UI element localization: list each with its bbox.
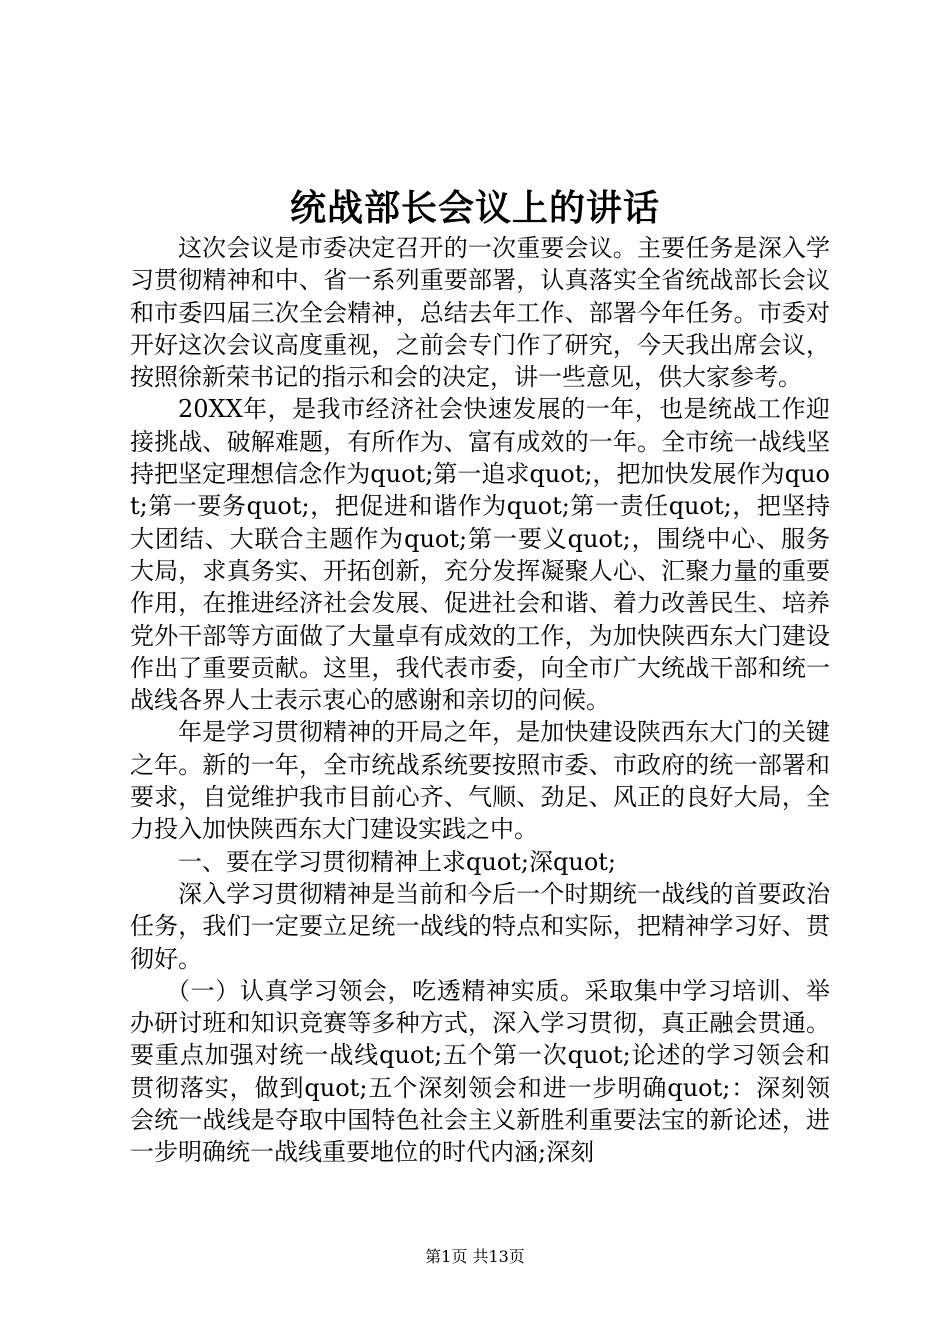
paragraph: 年是学习贯彻精神的开局之年，是加快建设陕西东大门的关键之年。新的一年，全市统战系统要按照市委、市政府的统一部署和要求，自觉维护我市目前心齐、气顺、劲足、风正的良好大局，全力投入加快陕西东大门建设实践之中。 [130, 718, 830, 844]
document-body [130, 232, 830, 1169]
paragraph: 20XX年，是我市经济社会快速发展的一年，也是统战工作迎接挑战、破解难题，有所作为、富有成效的一年。全市统一战线坚持把坚定理想信念作为quot;第一追求quot;，把加快发展作为quot;第一要务quot;，把促进和谐作为quot;第一责任quot;，把坚持大团结、大联合主题作为quot;第一要义quot;，围绕中心、服务大局，求真务实、开拓创新，充分发挥凝聚人心、汇聚力量的重要作用，在推进经济社会发展、促进社会和谐、着力改善民生、培养党外干部等方面做了大量卓有成效的工作，为加快陕西东大门建设作出了重要贡献。这里，我代表市委，向全市广大统战干部和统一战线各界人士表示衷心的感谢和亲切的问候。 [130, 395, 830, 715]
page-number: 第1页 共13页 [425, 1247, 525, 1266]
paragraph: 深入学习贯彻精神是当前和今后一个时期统一战线的首要政治任务，我们一定要立足统一战线的特点和实际，把精神学习好、贯彻好。 [130, 879, 830, 973]
section-heading: 一、要在学习贯彻精神上求quot;深quot; [178, 847, 616, 876]
document-title: 统战部长会议上的讲话 [289, 187, 660, 229]
paragraph: 这次会议是市委决定召开的一次重要会议。主要任务是深入学习贯彻精神和中、省一系列重要部署，认真落实全省统战部长会议和市委四届三次全会精神，总结去年工作、部署今年任务。市委对开好这次会议高度重视，之前会专门作了研究，今天我出席会议，按照徐新荣书记的指示和会的决定，讲一些意见，供大家参考。 [130, 234, 830, 392]
paragraph: （一）认真学习领会，吃透精神实质。采取集中学习培训、举办研讨班和知识竞赛等多种方式，深入学习贯彻，真正融会贯通。要重点加强对统一战线quot;五个第一次quot;论述的学习领会和贯彻落实，做到quot;五个深刻领会和进一步明确quot;：深刻领会统一战线是夺取中国特色社会主义新胜利重要法宝的新论述，进一步明确统一战线重要地位的时代内涵;深刻 [130, 976, 830, 1167]
